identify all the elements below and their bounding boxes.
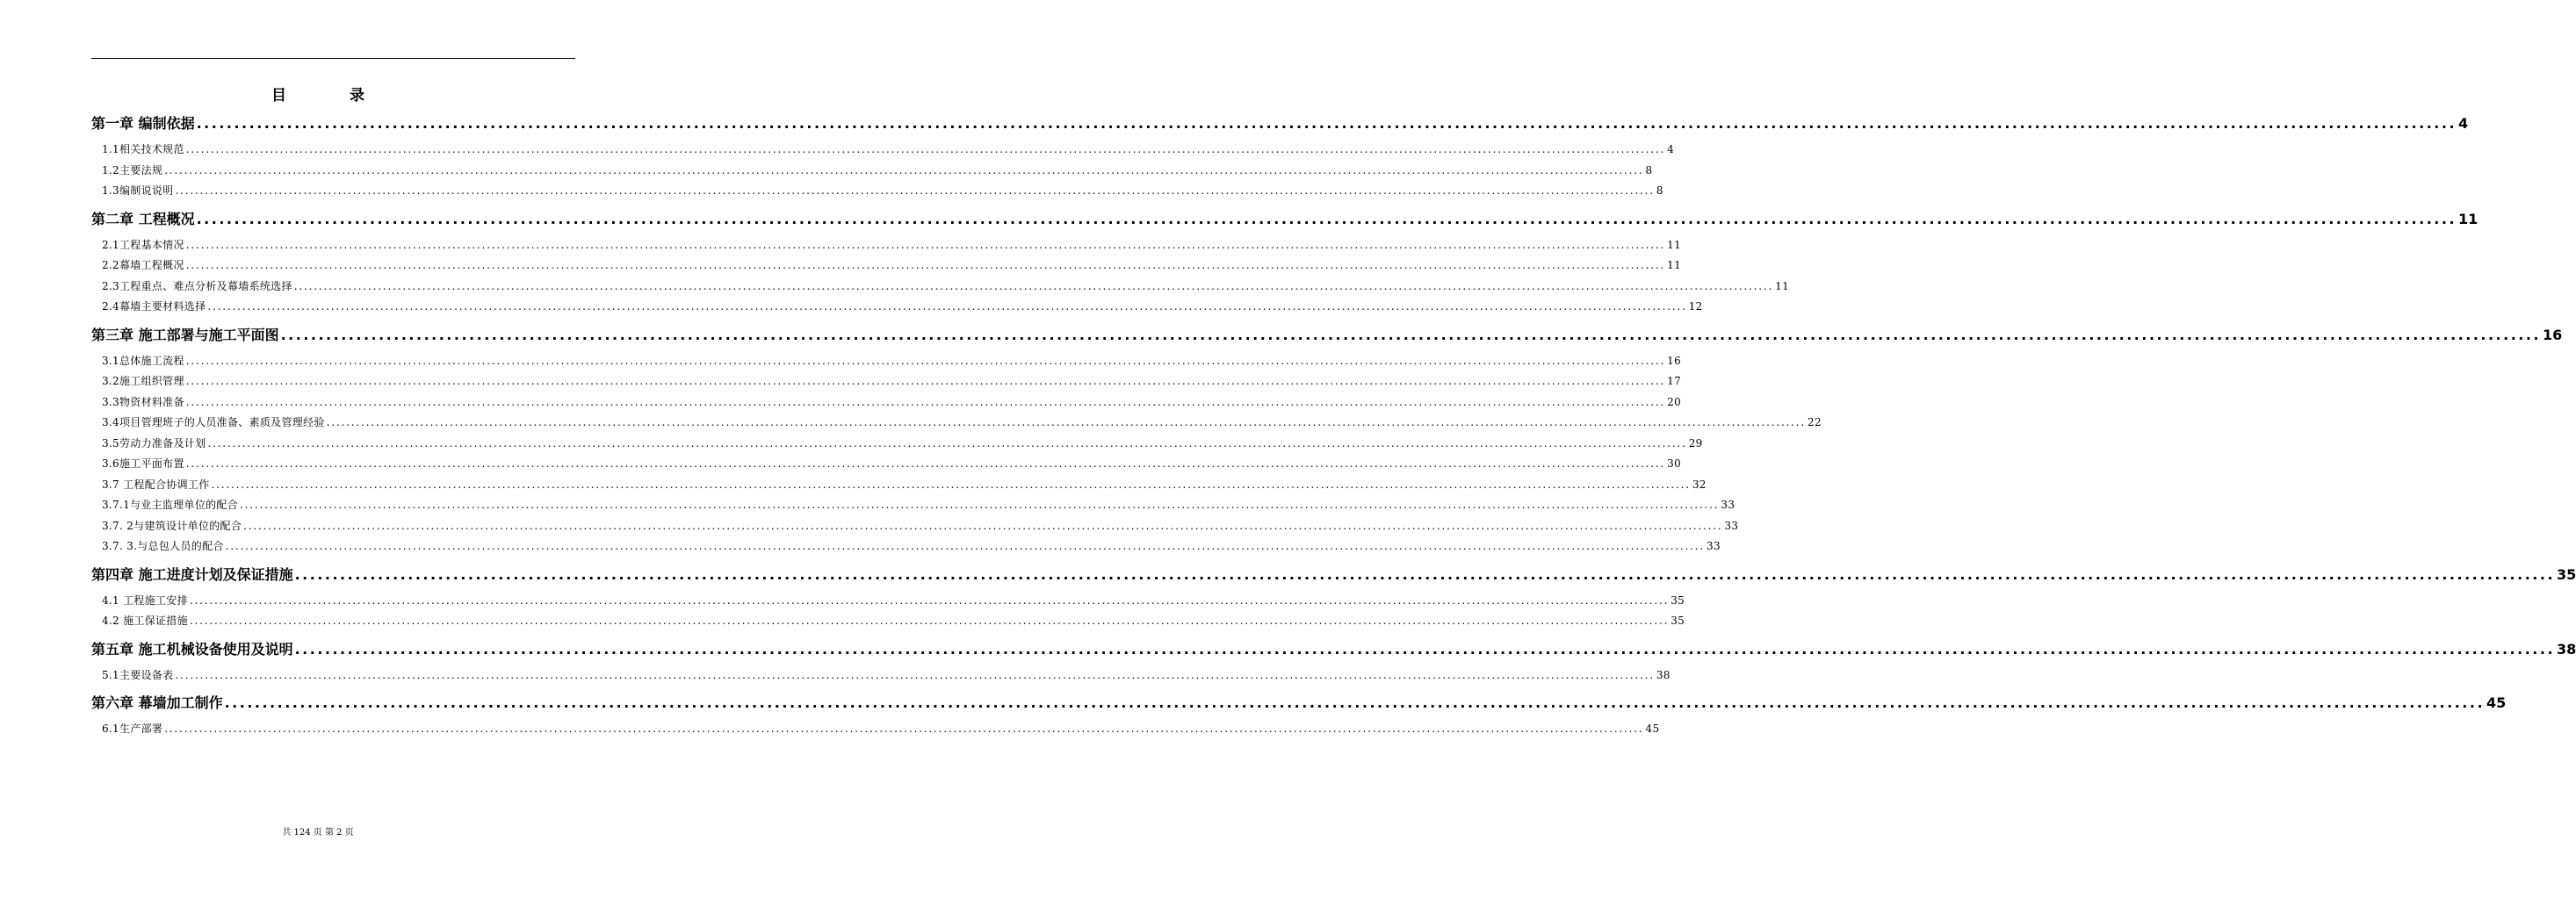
dot-leader: ............................................................................................................................................................................................................................................................................................................: [293, 279, 1774, 292]
toc-entry-label: 3.6施工平面布置: [102, 457, 184, 470]
toc-entry-label: 第一章 编制依据: [91, 115, 195, 132]
toc-chapter-entry[interactable]: [91, 208, 2479, 231]
dot-leader: ............................................................................................................................................................................................................................................................................................................: [326, 416, 1807, 428]
dot-leader: ............................................................................................................................................................................................................................................................................................................: [280, 326, 2542, 343]
toc-section-entry[interactable]: [91, 371, 1682, 392]
toc-entry-page-number: 11: [1667, 259, 1682, 271]
toc-section-entry[interactable]: [91, 297, 1703, 318]
dot-leader: ............................................................................................................................................................................................................................................................................................................: [240, 499, 1720, 511]
toc-section-entry[interactable]: [91, 235, 1682, 256]
toc-entry-page-number: 22: [1808, 416, 1822, 428]
page-footer: 共 124 页 第 2 页: [282, 828, 354, 838]
toc-section-entry[interactable]: [91, 434, 1703, 455]
toc-section-entry[interactable]: [91, 255, 1682, 277]
toc-entry-label: 5.1主要设备表: [102, 668, 174, 681]
toc-entry-page-number: 38: [2557, 640, 2576, 658]
dot-leader: ............................................................................................................................................................................................................................................................................................................: [185, 457, 1666, 470]
toc-entry-page-number: 32: [1692, 478, 1707, 491]
dot-leader: ............................................................................................................................................................................................................................................................................................................: [207, 300, 1687, 313]
toc-entry-label: 2.4幕墙主要材料选择: [102, 300, 206, 313]
toc-entry-label: 1.3编制说说明: [102, 184, 174, 197]
dot-leader: ............................................................................................................................................................................................................................................................................................................: [185, 354, 1666, 367]
toc-entry-page-number: 45: [2486, 694, 2507, 711]
toc-entry-page-number: 29: [1688, 436, 1703, 450]
toc-section-entry[interactable]: [91, 161, 1653, 182]
toc-section-entry[interactable]: [91, 516, 1739, 537]
toc-title-left: 目: [271, 87, 286, 104]
toc-entry-page-number: 17: [1667, 375, 1682, 387]
toc-entry-label: 2.1工程基本情况: [102, 238, 184, 251]
dot-leader: ............................................................................................................................................................................................................................................................................................................: [185, 238, 1666, 251]
toc-section-entry[interactable]: [91, 495, 1735, 516]
toc-section-entry[interactable]: [91, 140, 1675, 161]
dot-leader: ............................................................................................................................................................................................................................................................................................................: [185, 143, 1666, 155]
toc-section-entry[interactable]: [91, 181, 1663, 202]
toc-entry-label: 第四章 施工进度计划及保证措施: [91, 565, 293, 583]
toc-title: [0, 83, 636, 104]
toc-chapter-entry[interactable]: [91, 564, 2576, 586]
toc-entry-page-number: 8: [1656, 184, 1663, 197]
toc-chapter-entry[interactable]: [91, 692, 2507, 715]
toc-entry-page-number: 35: [1670, 615, 1685, 627]
toc-entry-page-number: 16: [2543, 326, 2563, 343]
dot-leader: ............................................................................................................................................................................................................................................................................................................: [294, 640, 2556, 658]
toc-entry-label: 3.7.1与业主监理单位的配合: [102, 499, 239, 511]
toc-entry-page-number: 45: [1645, 723, 1660, 735]
toc-section-entry[interactable]: [91, 454, 1682, 475]
toc-entry-label: 第三章 施工部署与施工平面图: [91, 326, 279, 343]
dot-leader: ............................................................................................................................................................................................................................................................................................................: [189, 615, 1670, 627]
toc-section-entry[interactable]: [91, 392, 1682, 414]
toc-entry-label: 4.1 工程施工安排: [102, 593, 188, 607]
toc-entry-page-number: 11: [2458, 210, 2479, 227]
toc-entry-label: 2.3工程重点、难点分析及幕墙系统选择: [102, 279, 292, 292]
toc-entry-page-number: 33: [1707, 540, 1721, 552]
dot-leader: ............................................................................................................................................................................................................................................................................................................: [243, 519, 1723, 532]
toc-entry-page-number: 33: [1721, 499, 1735, 511]
toc-entry-label: 3.1总体施工流程: [102, 354, 184, 367]
dot-leader: ............................................................................................................................................................................................................................................................................................................: [185, 375, 1666, 387]
dot-leader: ............................................................................................................................................................................................................................................................................................................: [164, 723, 1644, 735]
toc-entry-page-number: 33: [1724, 519, 1739, 532]
table-of-contents: [91, 112, 2576, 740]
toc-entry-label: 6.1生产部署: [102, 723, 163, 735]
toc-entry-page-number: 4: [1667, 143, 1675, 155]
toc-entry-page-number: 11: [1775, 279, 1790, 292]
dot-leader: ............................................................................................................................................................................................................................................................................................................: [185, 395, 1666, 408]
dot-leader: ............................................................................................................................................................................................................................................................................................................: [207, 436, 1687, 450]
dot-leader: ............................................................................................................................................................................................................................................................................................................: [164, 163, 1644, 176]
toc-entry-label: 3.3物资材料准备: [102, 395, 184, 408]
toc-entry-page-number: 35: [1670, 593, 1685, 607]
toc-chapter-entry[interactable]: [91, 638, 2576, 661]
toc-entry-page-number: 35: [2557, 565, 2576, 583]
dot-leader: ............................................................................................................................................................................................................................................................................................................: [294, 565, 2556, 583]
dot-leader: ............................................................................................................................................................................................................................................................................................................: [175, 668, 1655, 681]
toc-entry-label: 3.7. 3.与总包人员的配合: [102, 540, 224, 552]
toc-entry-label: 第六章 幕墙加工制作: [91, 694, 223, 711]
toc-entry-page-number: 4: [2458, 115, 2469, 132]
toc-entry-label: 1.2主要法规: [102, 163, 163, 176]
toc-entry-label: 4.2 施工保证措施: [102, 615, 188, 627]
dot-leader: ............................................................................................................................................................................................................................................................................................................: [196, 115, 2457, 132]
toc-entry-label: 1.1相关技术规范: [102, 143, 184, 155]
dot-leader: ............................................................................................................................................................................................................................................................................................................: [211, 478, 1691, 491]
toc-entry-page-number: 20: [1667, 395, 1682, 408]
toc-entry-page-number: 8: [1645, 163, 1653, 176]
dot-leader: ............................................................................................................................................................................................................................................................................................................: [196, 210, 2457, 227]
toc-entry-label: 3.4项目管理班子的人员准备、素质及管理经验: [102, 416, 325, 428]
dot-leader: ............................................................................................................................................................................................................................................................................................................: [224, 694, 2486, 711]
toc-section-entry[interactable]: [91, 413, 1822, 434]
toc-section-entry[interactable]: [91, 475, 1707, 496]
toc-entry-page-number: 16: [1667, 354, 1682, 367]
toc-section-entry[interactable]: [91, 665, 1670, 687]
toc-entry-label: 2.2幕墙工程概况: [102, 259, 184, 271]
toc-title-right: 录: [350, 87, 364, 104]
toc-entry-label: 第二章 工程概况: [91, 210, 195, 227]
toc-section-entry[interactable]: [91, 611, 1685, 632]
toc-entry-label: 3.5劳动力准备及计划: [102, 436, 206, 450]
dot-leader: ............................................................................................................................................................................................................................................................................................................: [175, 184, 1655, 197]
toc-section-entry[interactable]: [91, 591, 1685, 612]
toc-entry-label: 第五章 施工机械设备使用及说明: [91, 640, 293, 658]
dot-leader: ............................................................................................................................................................................................................................................................................................................: [225, 540, 1706, 552]
toc-chapter-entry[interactable]: [91, 324, 2563, 347]
toc-entry-label: 3.7. 2与建筑设计单位的配合: [102, 519, 242, 532]
dot-leader: ............................................................................................................................................................................................................................................................................................................: [189, 593, 1670, 607]
toc-section-entry[interactable]: [91, 277, 1790, 298]
toc-entry-label: 3.2施工组织管理: [102, 375, 184, 387]
toc-chapter-entry[interactable]: [91, 112, 2469, 135]
toc-entry-page-number: 11: [1667, 238, 1682, 251]
toc-section-entry[interactable]: [91, 536, 1721, 557]
toc-entry-label: 3.7 工程配合协调工作: [102, 478, 210, 491]
header-rule: [91, 58, 575, 59]
toc-entry-page-number: 38: [1656, 668, 1670, 681]
toc-section-entry[interactable]: [91, 351, 1682, 372]
toc-entry-page-number: 30: [1667, 457, 1682, 470]
toc-section-entry[interactable]: [91, 719, 1660, 740]
dot-leader: ............................................................................................................................................................................................................................................................................................................: [185, 259, 1666, 271]
toc-entry-page-number: 12: [1688, 300, 1703, 313]
